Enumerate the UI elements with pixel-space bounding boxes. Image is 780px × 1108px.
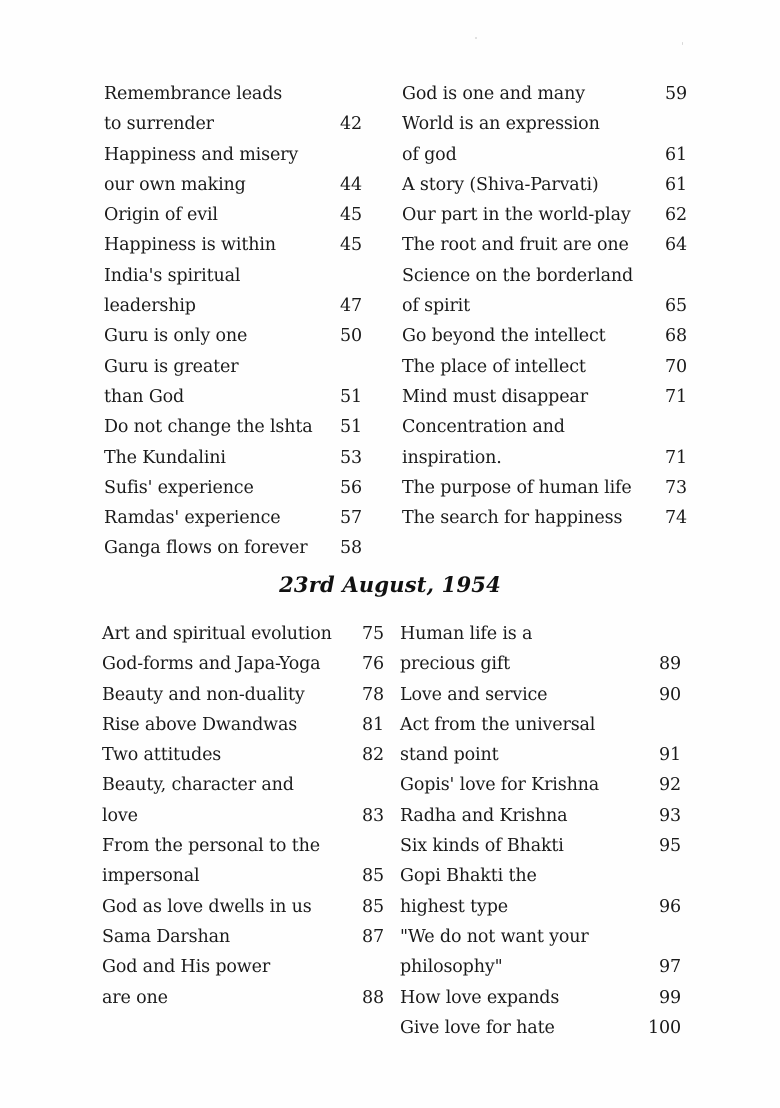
toc-entry-line	[400, 649, 681, 679]
toc-entry-title: The root and fruit are one	[402, 235, 629, 256]
toc-entry-title: Remembrance leads	[104, 84, 283, 104]
toc-entry-line	[400, 983, 681, 1013]
toc-page-number: 51	[340, 386, 362, 407]
toc-entry-title: Radha and Krishna	[400, 805, 568, 826]
toc-entry-line	[402, 140, 687, 170]
toc-page-number: 83	[362, 805, 384, 826]
toc-entry-line	[400, 801, 681, 831]
toc-entry-line	[104, 443, 362, 473]
toc-page-number: 100	[648, 1017, 681, 1038]
toc-entry-line	[402, 443, 687, 473]
toc-page-number: 61	[665, 144, 687, 165]
toc-page-number: 42	[340, 114, 362, 135]
toc-page-number: 47	[340, 296, 362, 317]
toc-page-number: 71	[665, 447, 687, 468]
toc-entry-title: Gopis' love for Krishna	[400, 775, 600, 796]
toc-entry-title: Guru is greater	[104, 356, 239, 377]
toc-entry-line	[102, 892, 384, 922]
toc-page-number: 92	[659, 775, 681, 796]
toc-entry-title: Happiness and misery	[104, 144, 299, 165]
toc-entry-line	[102, 983, 384, 1013]
toc-entry-title: Rise above Dwandwas	[102, 714, 298, 735]
toc-page-number: 76	[362, 654, 384, 675]
toc-entry-line	[104, 170, 362, 200]
toc-entry-title: Go beyond the intellect	[402, 326, 606, 347]
toc-entry-line	[400, 831, 681, 861]
toc-entry-title: Beauty, character and	[102, 775, 294, 796]
toc-entry-title: The Kundalini	[104, 447, 226, 468]
toc-entry-line	[102, 710, 384, 740]
toc-entry-line	[104, 140, 362, 170]
toc-entry-title: Ganga flows on forever	[104, 538, 308, 559]
toc-entry-line	[102, 801, 384, 831]
toc-entry-line	[102, 680, 384, 710]
toc-entry-line	[102, 952, 384, 982]
toc-entry-line	[104, 533, 362, 563]
toc-entry-line	[104, 412, 362, 442]
toc-top-left-column	[104, 79, 362, 564]
toc-entry-line	[104, 352, 362, 382]
toc-entry-title: Two attitudes	[102, 745, 222, 766]
toc-entry-line	[400, 1013, 681, 1043]
toc-page-number: 96	[659, 896, 681, 917]
toc-entry-title: Do not change the lshta	[104, 417, 313, 438]
toc-page-number: 90	[659, 684, 681, 705]
toc-entry-title: The purpose of human life	[402, 477, 632, 498]
toc-page-number: 85	[362, 866, 384, 887]
toc-entry-title: are one	[102, 987, 168, 1008]
toc-entry-line	[104, 291, 362, 321]
toc-entry-title: Art and spiritual evolution	[102, 624, 332, 644]
toc-page-number: 68	[665, 326, 687, 347]
toc-page-number: 59	[665, 84, 687, 104]
toc-entry-line	[400, 861, 681, 891]
toc-entry-title: Human life is a	[400, 624, 533, 644]
toc-entry-title: India's spiritual	[104, 265, 241, 286]
toc-entry-line	[104, 79, 362, 109]
paper-speck	[682, 42, 683, 45]
toc-page-number: 73	[665, 477, 687, 498]
toc-entry-title: World is an expression	[402, 114, 600, 135]
toc-entry-line	[402, 321, 687, 351]
toc-entry-title: Give love for hate	[400, 1017, 555, 1038]
toc-entry-title: The place of intellect	[402, 356, 586, 377]
toc-entry-line	[104, 321, 362, 351]
toc-entry-line	[102, 770, 384, 800]
toc-entry-title: Sufis' experience	[104, 477, 254, 498]
toc-entry-title: our own making	[104, 174, 246, 195]
toc-top-right-column	[402, 79, 687, 533]
toc-page-number: 62	[665, 205, 687, 226]
toc-entry-line	[400, 680, 681, 710]
toc-entry-line	[104, 261, 362, 291]
toc-page-number: 56	[340, 477, 362, 498]
toc-entry-title: precious gift	[400, 654, 511, 675]
toc-entry-line	[402, 291, 687, 321]
toc-entry-title: Love and service	[400, 684, 548, 705]
toc-entry-title: Act from the universal	[400, 714, 596, 735]
toc-entry-line	[402, 230, 687, 260]
toc-page-number: 78	[362, 684, 384, 705]
toc-entry-title: Concentration and	[402, 417, 565, 438]
toc-entry-title: stand point	[400, 745, 499, 766]
toc-entry-line	[104, 473, 362, 503]
toc-entry-line	[402, 503, 687, 533]
toc-entry-line	[102, 861, 384, 891]
toc-entry-line	[102, 831, 384, 861]
toc-entry-title: Mind must disappear	[402, 386, 588, 407]
toc-entry-line	[104, 109, 362, 139]
toc-page-number: 75	[362, 624, 384, 644]
toc-entry-title: Beauty and non-duality	[102, 684, 305, 705]
toc-entry-title: God and His power	[102, 957, 271, 978]
toc-entry-title: God is one and many	[402, 84, 585, 104]
toc-page-number: 81	[362, 714, 384, 735]
toc-entry-line	[104, 230, 362, 260]
toc-page-number: 64	[665, 235, 687, 256]
toc-entry-title: to surrender	[104, 114, 214, 135]
toc-page-number: 93	[659, 805, 681, 826]
toc-entry-title: impersonal	[102, 866, 200, 887]
toc-entry-line	[104, 503, 362, 533]
toc-entry-line	[400, 952, 681, 982]
toc-page-number: 45	[340, 235, 362, 256]
toc-entry-title: of spirit	[402, 296, 471, 317]
toc-entry-line	[102, 649, 384, 679]
toc-entry-title: A story (Shiva-Parvati)	[402, 174, 599, 195]
toc-entry-line	[402, 79, 687, 109]
toc-entry-title: Happiness is within	[104, 235, 276, 256]
toc-page-number: 45	[340, 205, 362, 226]
toc-entry-title: Origin of evil	[104, 205, 218, 226]
toc-entry-title: than God	[104, 386, 185, 407]
toc-entry-line	[402, 170, 687, 200]
toc-page-number: 87	[362, 926, 384, 947]
toc-entry-title: God-forms and Japa-Yoga	[102, 654, 321, 675]
toc-entry-title: Our part in the world-play	[402, 205, 631, 226]
toc-entry-line	[400, 740, 681, 770]
toc-entry-title: From the personal to the	[102, 836, 320, 857]
paper-speck	[475, 37, 477, 39]
toc-entry-line	[400, 619, 681, 649]
toc-entry-title: Six kinds of Bhakti	[400, 836, 564, 857]
toc-entry-line	[102, 740, 384, 770]
toc-entry-title: Gopi Bhakti the	[400, 866, 537, 887]
toc-page-number: 82	[362, 745, 384, 766]
toc-entry-line	[104, 200, 362, 230]
toc-entry-title: leadership	[104, 296, 196, 317]
toc-entry-line	[400, 922, 681, 952]
toc-entry-line	[104, 382, 362, 412]
toc-entry-line	[400, 770, 681, 800]
toc-entry-title: "We do not want your	[400, 926, 589, 947]
toc-entry-title: The search for happiness	[402, 508, 623, 529]
toc-entry-title: Science on the borderland	[402, 265, 634, 286]
toc-entry-line	[402, 412, 687, 442]
toc-page-number: 74	[665, 508, 687, 529]
toc-page-number: 89	[659, 654, 681, 675]
toc-page-number: 61	[665, 174, 687, 195]
toc-entry-title: Sama Darshan	[102, 926, 230, 947]
toc-page-number: 58	[340, 538, 362, 559]
toc-bottom-left-column	[102, 619, 384, 1013]
toc-entry-line	[402, 352, 687, 382]
toc-entry-line	[102, 922, 384, 952]
toc-page-number: 99	[659, 987, 681, 1008]
toc-entry-title: love	[102, 805, 138, 826]
toc-entry-title: of god	[402, 144, 457, 165]
toc-entry-title: Ramdas' experience	[104, 508, 281, 529]
toc-entry-line	[402, 382, 687, 412]
toc-page-number: 91	[659, 745, 681, 766]
toc-entry-line	[402, 261, 687, 291]
toc-page-number: 50	[340, 326, 362, 347]
toc-entry-line	[402, 473, 687, 503]
toc-entry-line	[402, 200, 687, 230]
section-heading-date: 23rd August, 1954	[279, 572, 501, 597]
toc-page-number: 85	[362, 896, 384, 917]
toc-page-number: 65	[665, 296, 687, 317]
toc-page-number: 71	[665, 386, 687, 407]
toc-page-number: 70	[665, 356, 687, 377]
toc-entry-title: highest type	[400, 896, 508, 917]
toc-entry-title: God as love dwells in us	[102, 896, 312, 917]
toc-entry-title: How love expands	[400, 987, 560, 1008]
toc-entry-line	[400, 710, 681, 740]
toc-entry-line	[102, 619, 384, 649]
toc-page-number: 44	[340, 174, 362, 195]
toc-page-number: 57	[340, 508, 362, 529]
toc-entry-line	[400, 892, 681, 922]
toc-page-number: 97	[659, 957, 681, 978]
toc-bottom-right-column	[400, 619, 681, 1043]
toc-page-number: 53	[340, 447, 362, 468]
toc-page-number: 88	[362, 987, 384, 1008]
toc-page-number: 95	[659, 836, 681, 857]
toc-page-number: 51	[340, 417, 362, 438]
toc-entry-title: Guru is only one	[104, 326, 248, 347]
toc-entry-line	[402, 109, 687, 139]
toc-entry-title: inspiration.	[402, 447, 502, 468]
toc-entry-title: philosophy"	[400, 957, 503, 978]
